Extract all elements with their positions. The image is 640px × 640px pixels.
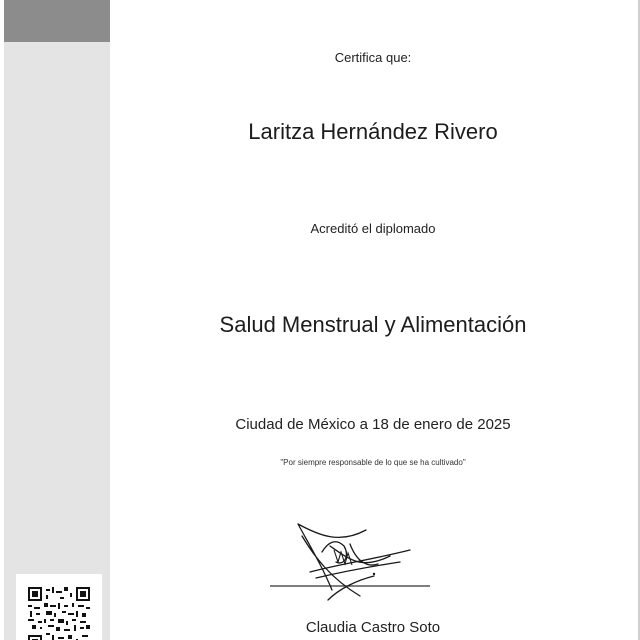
qr-code-image bbox=[28, 587, 90, 640]
accreditation-text: Acreditó el diplomado bbox=[310, 221, 436, 236]
signer-name: Claudia Castro Soto bbox=[305, 619, 441, 636]
place-and-date: Ciudad de México a 18 de enero de 2025 bbox=[235, 416, 511, 433]
certifies-intro: Certifica que: bbox=[334, 50, 412, 65]
recipient-name: Laritza Hernández Rivero bbox=[248, 119, 498, 144]
diploma-title: Salud Menstrual y Alimentación bbox=[219, 312, 527, 337]
motto: "Por siempre responsable de lo que se ha cultivado" bbox=[280, 458, 466, 467]
decorative-side-panel bbox=[4, 0, 110, 640]
decorative-side-panel-header bbox=[4, 0, 110, 42]
signature-image bbox=[270, 516, 430, 608]
